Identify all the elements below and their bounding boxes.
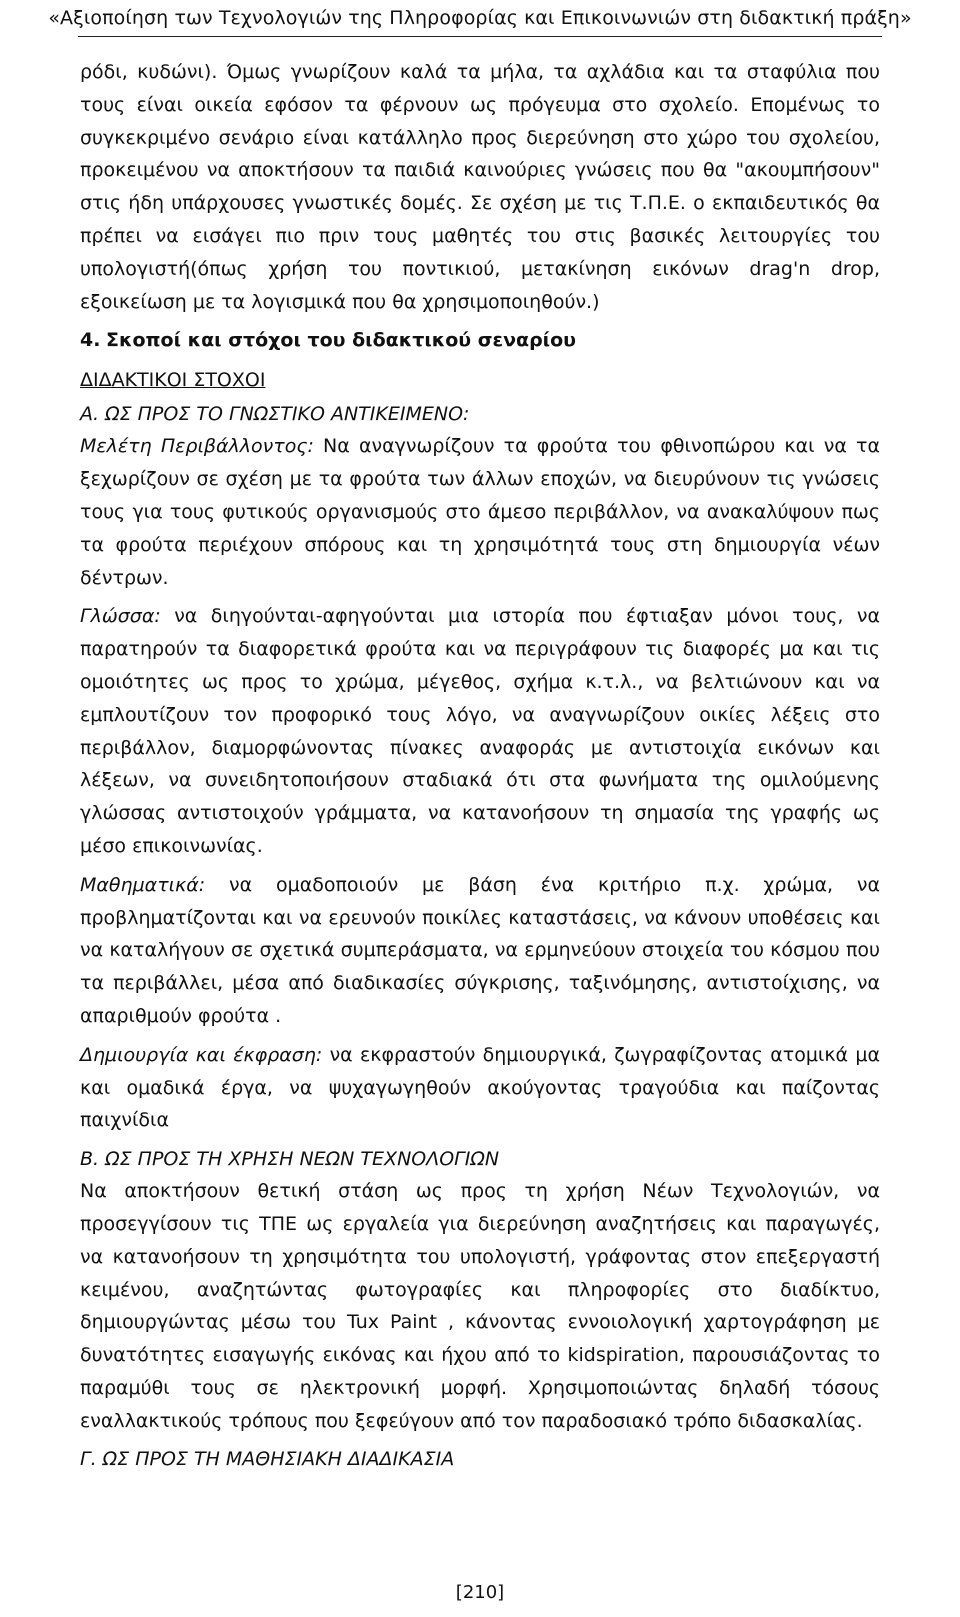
goal-environment-label: Μελέτη Περιβάλλοντος: bbox=[80, 435, 314, 458]
goal-art bbox=[80, 1039, 880, 1137]
goal-math-text: να ομαδοποιούν με βάση ένα κριτήριο π.χ. χρώμα, να προβληματίζονται και να ερευνούν ποικίλες καταστάσεις, να κάνουν υποθέσεις και να καταλήγουν σε σχετικά συμπεράσματα, να ερμηνεύουν στοιχεία του κόσμου που τα περιβάλλει, μέσα από διαδικασίες σύγκρισης, ταξινόμησης, αντιστοίχισης, να απαριθμούν φρούτα . bbox=[80, 873, 880, 1027]
goal-math bbox=[80, 869, 880, 1033]
section-heading bbox=[80, 324, 880, 356]
goal-math-label: Μαθηματικά: bbox=[80, 873, 206, 896]
goal-language-text: να διηγούνται-αφηγούνται μια ιστορία που έφτιαξαν μόνοι τους, να παρατηρούν τα διαφορετικά φρούτα και να περιγράφουν τις διαφορές μα και τις ομοιότητες ως προς το χρώμα, μέγεθος, σχήμα κ.τ.λ., να βελτιώνουν και να εμπλουτίζουν τον προφορικό τους λόγο, να αναγνωρίζουν οικίες λέξεις στο περιβάλλον, διαμορφώνοντας πίνακες αναφοράς με αντιστοιχία εικόνων και λέξεων, να συνειδητοποιήσουν σταδιακά ότι στα φωνήματα της ομιλούμενης γλώσσας αντιστοιχούν γράμματα, να κατανοήσουν τη σημασία της γραφής ως μέσο επικοινωνίας. bbox=[80, 605, 880, 857]
page-number: [210] bbox=[455, 1582, 505, 1603]
section-number: 4. bbox=[80, 329, 101, 352]
goal-environment-text: Να αναγνωρίζουν τα φρούτα του φθινοπώρου και να τα ξεχωρίζουν σε σχέση με τα φρούτα των άλλων εποχών, να διευρύνουν τις γνώσεις τους για τους φυτικούς οργανισμούς στο άμεσο περιβάλλον, να ανακαλύψουν πως τα φρούτα περιέχουν σπόρους και τη χρησιμότητά τους στη δημιουργία νέων δέντρων. bbox=[80, 435, 880, 589]
goal-technology: Να αποκτήσουν θετική στάση ως προς τη χρήση Νέων Τεχνολογιών, να προσεγγίσουν τις ΤΠΕ ως εργαλεία για διερεύνηση αναζητήσεις και παραγωγές, να κατανοήσουν τη χρησιμότητα του υπολογιστή, γράφοντας στον επεξεργαστή κειμένου, αναζητώντας φωτογραφίες και πληροφορίες στο διαδίκτυο, δημιουργώντας μέσω του Tux Paint , κάνοντας εννοιολογική χαρτογράφηση με δυνατότητες εισαγωγής εικόνας και ήχου από το kidspiration, παρουσιάζοντας το παραμύθι τους σε ηλεκτρονική μορφή. Χρησιμοποιώντας δηλαδή τόσους εναλλακτικούς τρόπους που ξεφεύγουν από τον παραδοσιακό τρόπο διδασκαλίας. bbox=[80, 1180, 880, 1432]
header-rule bbox=[78, 36, 882, 37]
subheading-a: Α. ΩΣ ΠΡΟΣ ΤΟ ΓΝΩΣΤΙΚΟ ΑΝΤΙΚΕΙΜΕΝΟ: bbox=[80, 403, 470, 426]
section-title: Σκοποί και στόχοι του διδακτικού σεναρίου bbox=[106, 329, 576, 352]
running-header: «Αξιοποίηση των Τεχνολογιών της Πληροφορίας και Επικοινωνιών στη διδακτική πράξη» bbox=[48, 7, 912, 29]
goal-environment bbox=[80, 430, 880, 594]
page-body bbox=[80, 56, 880, 1475]
goals-heading: ΔΙΔΑΚΤΙΚΟΙ ΣΤΟΧΟΙ bbox=[80, 369, 266, 392]
subheading-b: Β. ΩΣ ΠΡΟΣ ΤΗ ΧΡΗΣΗ ΝΕΩΝ ΤΕΧΝΟΛΟΓΙΩΝ bbox=[80, 1148, 500, 1171]
goal-art-text: να εκφραστούν δημιουργικά, ζωγραφίζοντας ατομικά μα και ομαδικά έργα, να ψυχαγωγηθούν ακούγοντας τραγούδια και παίζοντας παιχνίδια bbox=[80, 1043, 880, 1132]
goal-art-label: Δημιουργία και έκφραση: bbox=[80, 1043, 323, 1066]
goal-language bbox=[80, 600, 880, 862]
intro-paragraph: ρόδι, κυδώνι). Όμως γνωρίζουν καλά τα μήλα, τα αχλάδια και τα σταφύλια που τους είναι οικεία εφόσον τα φέρνουν ως πρόγευμα στο σχολείο. Επομένως το συγκεκριμένο σενάριο είναι κατάλληλο προς διερεύνηση στο χώρο του σχολείου, προκειμένου να αποκτήσουν τα παιδιά καινούριες γνώσεις που θα "ακουμπήσουν" στις ήδη υπάρχουσες γνωστικές δομές. Σε σχέση με τις Τ.Π.Ε. ο εκπαιδευτικός θα πρέπει να εισάγει πιο πριν τους μαθητές του στις βασικές λειτουργίες του υπολογιστή(όπως χρήση του ποντικιού, μετακίνηση εικόνων drag'n drop, εξοικείωση με τα λογισμικά που θα χρησιμοποιηθούν.) bbox=[80, 61, 880, 313]
goal-language-label: Γλώσσα: bbox=[80, 605, 161, 628]
subheading-c: Γ. ΩΣ ΠΡΟΣ ΤΗ ΜΑΘΗΣΙΑΚΗ ΔΙΑΔΙΚΑΣΙΑ bbox=[80, 1448, 455, 1471]
